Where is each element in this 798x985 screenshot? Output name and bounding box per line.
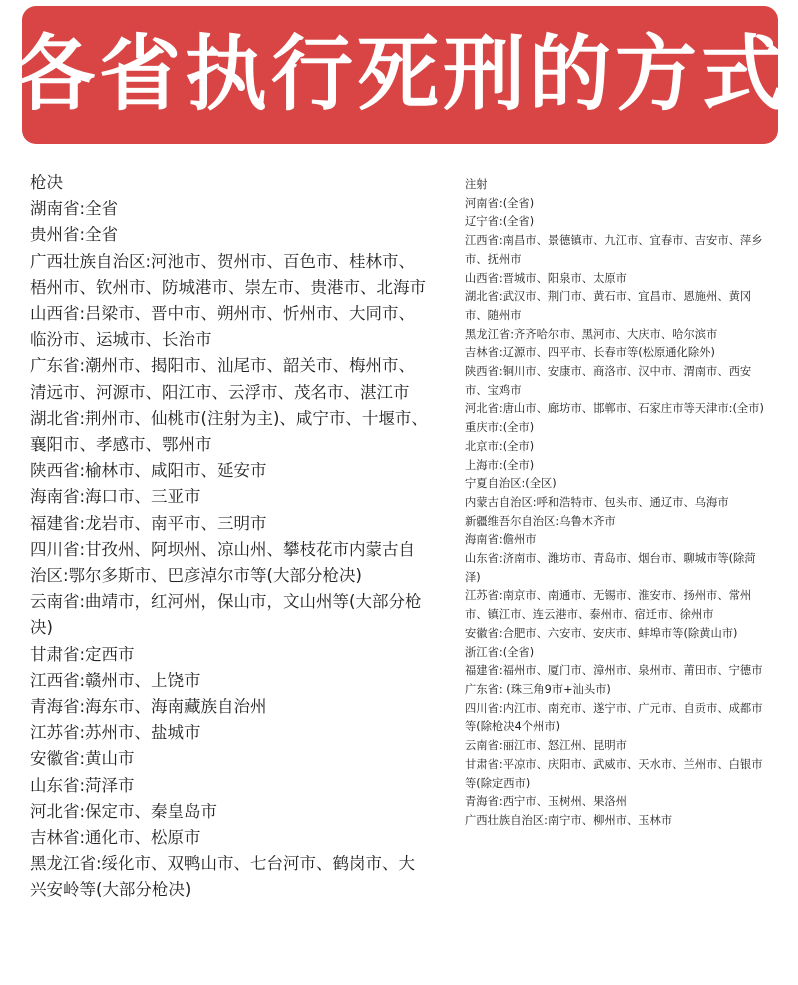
injection-heading: 注射 — [465, 178, 488, 191]
list-item: 安徽省:黄山市 — [30, 749, 135, 769]
list-item: 河北省:唐山市、廊坊市、邯郸市、石家庄市等天津市:(全市) — [465, 402, 764, 416]
injection-column — [465, 176, 765, 831]
list-item: 甘肃省:定西市 — [30, 644, 135, 664]
list-item: 湖北省:武汉市、荆门市、黄石市、宜昌市、恩施州、黄冈市、随州市 — [465, 290, 752, 322]
page-title: 各省执行死刑的方式 — [13, 27, 788, 122]
list-item: 重庆市:(全市) — [465, 421, 535, 435]
list-item: 江苏省:南京市、南通市、无锡市、淮安市、扬州市、常州市、镇江市、连云港市、泰州市、宿迁市、徐州市 — [465, 589, 752, 622]
list-item: 江苏省:苏州市、盐城市 — [30, 723, 201, 743]
list-item: 陕西省:铜川市、安康市、商洛市、汉中市、渭南市、西安市、宝鸡市 — [465, 365, 752, 397]
list-item: 福建省:龙岩市、南平市、三明市 — [30, 513, 267, 533]
list-item: 湖南省:全省 — [30, 199, 119, 219]
list-item: 吉林省:通化市、松原市 — [30, 828, 201, 848]
list-item: 内蒙古自治区:呼和浩特市、包头市、通辽市、乌海市 — [465, 495, 729, 509]
list-item: 广西壮族自治区:河池市、贺州市、百色市、桂林市、梧州市、钦州市、防城港市、崇左市、贵港市、北海市 — [30, 251, 426, 297]
list-item: 四川省:甘孜州、阿坝州、凉山州、攀枝花市内蒙古自治区:鄂尔多斯市、巴彦淖尔市等(大部分枪决) — [30, 539, 416, 586]
list-item: 青海省:西宁市、玉树州、果洛州 — [465, 795, 627, 809]
list-item: 北京市:(全市) — [465, 439, 535, 453]
list-item: 青海省:海东市、海南藏族自治州 — [30, 697, 267, 717]
list-item: 广东省: (珠三角9市+汕头市) — [465, 682, 611, 696]
list-item: 宁夏自治区:(全区) — [465, 477, 557, 491]
list-item: 新疆维吾尔自治区:乌鲁木齐市 — [465, 514, 616, 528]
list-item: 贵州省:全省 — [30, 225, 119, 245]
list-item: 海南省:儋州市 — [465, 533, 537, 547]
list-item: 江西省:赣州市、上饶市 — [30, 670, 201, 690]
firing-squad-heading: 枪决 — [30, 173, 63, 192]
list-item: 河南省:(全省) — [465, 196, 535, 210]
list-item: 安徽省:合肥市、六安市、安庆市、蚌埠市等(除黄山市) — [465, 626, 738, 640]
list-item: 黑龙江省:绥化市、双鸭山市、七台河市、鹤岗市、大兴安岭等(大部分枪决) — [30, 854, 416, 900]
list-item: 湖北省:荆州市、仙桃市(注射为主)、咸宁市、十堰市、襄阳市、孝感市、鄂州市 — [30, 408, 428, 455]
firing-squad-column — [30, 170, 430, 904]
list-item: 河北省:保定市、秦皇岛市 — [30, 801, 218, 821]
list-item: 云南省:曲靖市，红河州，保山市，文山州等(大部分枪决) — [30, 592, 422, 638]
list-item: 广东省:潮州市、揭阳市、汕尾市、韶关市、梅州市、清远市、河源市、阳江市、云浮市、茂名市、湛江市 — [30, 356, 416, 402]
list-item: 山西省:晋城市、阳泉市、太原市 — [465, 271, 627, 285]
list-item: 黑龙江省:齐齐哈尔市、黑河市、大庆市、哈尔滨市 — [465, 327, 718, 341]
list-item: 山东省:菏泽市 — [30, 775, 135, 795]
list-item: 浙江省:(全省) — [465, 645, 535, 659]
list-item: 云南省:丽江市、怒江州、昆明市 — [465, 739, 627, 753]
list-item: 海南省:海口市、三亚市 — [30, 487, 201, 507]
list-item: 广西壮族自治区:南宁市、柳州市、玉林市 — [465, 813, 673, 827]
list-item: 福建省:福州市、厦门市、漳州市、泉州市、莆田市、宁德市 — [465, 664, 763, 678]
list-item: 江西省:南昌市、景德镇市、九江市、宜春市、吉安市、萍乡市、抚州市 — [465, 234, 763, 266]
list-item: 山西省:吕梁市、晋中市、朔州市、忻州市、大同市、临汾市、运城市、长治市 — [30, 304, 416, 350]
list-item: 四川省:内江市、南充市、遂宁市、广元市、自贡市、成都市等(除枪决4个州市) — [465, 701, 763, 734]
list-item: 陕西省:榆林市、咸阳市、延安市 — [30, 461, 267, 481]
list-item: 上海市:(全市) — [465, 458, 535, 472]
list-item: 甘肃省:平凉市、庆阳市、武威市、天水市、兰州市、白银市等(除定西市) — [465, 757, 763, 790]
title-banner — [13, 6, 788, 144]
list-item: 山东省:济南市、潍坊市、青岛市、烟台市、聊城市等(除菏泽) — [465, 552, 756, 584]
list-item: 吉林省:辽源市、四平市、长春市等(松原通化除外) — [465, 346, 715, 360]
list-item: 辽宁省:(全省) — [465, 215, 535, 229]
